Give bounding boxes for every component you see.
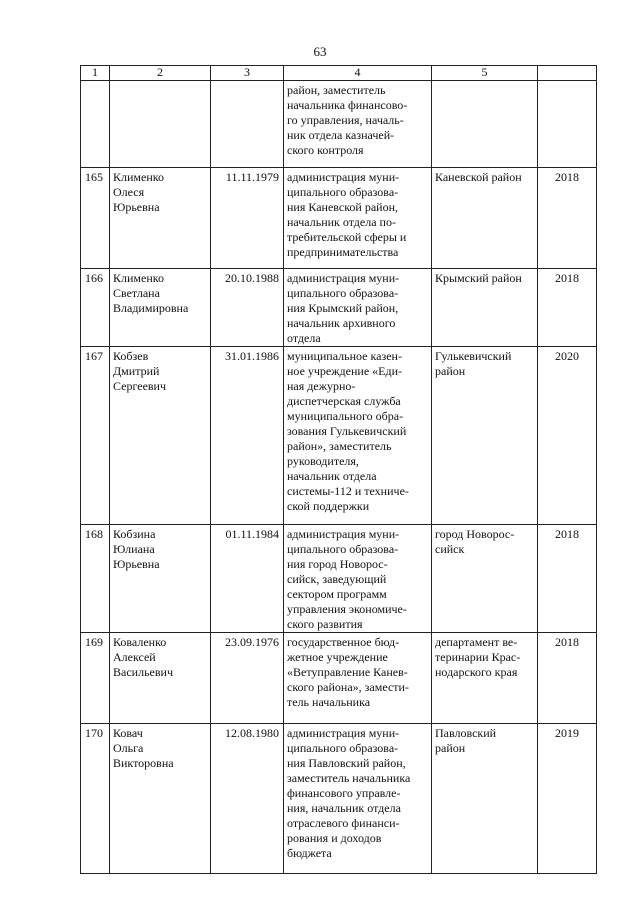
cell-date: 12.08.1980 — [211, 724, 284, 874]
cell-place: Крымский район — [432, 269, 538, 347]
cell-date: 20.10.1988 — [211, 269, 284, 347]
cell-name: Коваленко Алексей Васильевич — [110, 633, 211, 724]
table-row — [81, 525, 597, 633]
cell-year: 2018 — [538, 633, 597, 724]
cell-organization: администрация муни- ципального образова- ния Павловский район, заместитель начальника финансового управле- ния, начальник отдела отраслевого финанси- рования и доходов бюджета — [284, 724, 432, 874]
cell-name: Кобзев Дмитрий Сергеевич — [110, 347, 211, 525]
page-number: 63 — [313, 44, 327, 59]
cell-year: 2020 — [538, 347, 597, 525]
cell-name: Клименко Светлана Владимировна — [110, 269, 211, 347]
cell-date: 11.11.1979 — [211, 168, 284, 269]
cell-year — [538, 81, 597, 168]
cell-place: Павловский район — [432, 724, 538, 874]
cell-year: 2018 — [538, 525, 597, 633]
cell-date: 31.01.1986 — [211, 347, 284, 525]
cell-organization: администрация муни- ципального образова- ния Крымский район, начальник архивного отдела — [284, 269, 432, 347]
cell-date: 01.11.1984 — [211, 525, 284, 633]
cell-place — [432, 81, 538, 168]
cell-number: 169 — [81, 633, 110, 724]
column-header: 5 — [432, 66, 538, 81]
cell-number — [81, 81, 110, 168]
column-header: 1 — [81, 66, 110, 81]
table-row-continuation — [81, 81, 597, 168]
cell-organization: государственное бюд- жетное учреждение «Ветуправление Канев- ского района», замести- тель начальника — [284, 633, 432, 724]
cell-name: Кобзина Юлиана Юрьевна — [110, 525, 211, 633]
cell-number: 167 — [81, 347, 110, 525]
cell-number: 168 — [81, 525, 110, 633]
table-row — [81, 347, 597, 525]
table-header — [81, 66, 597, 81]
table-row — [81, 269, 597, 347]
table-row — [81, 724, 597, 874]
cell-name: Клименко Олеся Юрьевна — [110, 168, 211, 269]
column-header — [538, 66, 597, 81]
cell-year: 2018 — [538, 269, 597, 347]
column-header: 4 — [284, 66, 432, 81]
cell-year: 2019 — [538, 724, 597, 874]
table-row — [81, 168, 597, 269]
cell-organization: администрация муни- ципального образова- ния Каневской район, начальник отдела по- требительской сферы и предпринимательства — [284, 168, 432, 269]
cell-organization: район, заместитель начальника финансово- го управления, началь- ник отдела казначей- ского контроля — [284, 81, 432, 168]
cell-number: 170 — [81, 724, 110, 874]
column-header: 3 — [211, 66, 284, 81]
header-row — [81, 66, 597, 81]
cell-year: 2018 — [538, 168, 597, 269]
cell-number: 166 — [81, 269, 110, 347]
cell-name: Ковач Ольга Викторовна — [110, 724, 211, 874]
cell-date — [211, 81, 284, 168]
cell-place: Гулькевичский район — [432, 347, 538, 525]
cell-organization: администрация муни- ципального образова- ния город Новорос- сийск, заведующий сектором программ управления экономиче- ского развития — [284, 525, 432, 633]
cell-date: 23.09.1976 — [211, 633, 284, 724]
cell-place: город Новорос- сийск — [432, 525, 538, 633]
cell-number: 165 — [81, 168, 110, 269]
cell-place: департамент ве- теринарии Крас- нодарского края — [432, 633, 538, 724]
table-row — [81, 633, 597, 724]
cell-place: Каневской район — [432, 168, 538, 269]
cell-organization: муниципальное казен- ное учреждение «Еди- ная дежурно- диспетчерская служба муниципального обра- зования Гулькевичский район», заместитель руководителя, начальник отдела системы-112 и техниче- ской поддержки — [284, 347, 432, 525]
registry-table — [80, 65, 597, 874]
column-header: 2 — [110, 66, 211, 81]
cell-name — [110, 81, 211, 168]
